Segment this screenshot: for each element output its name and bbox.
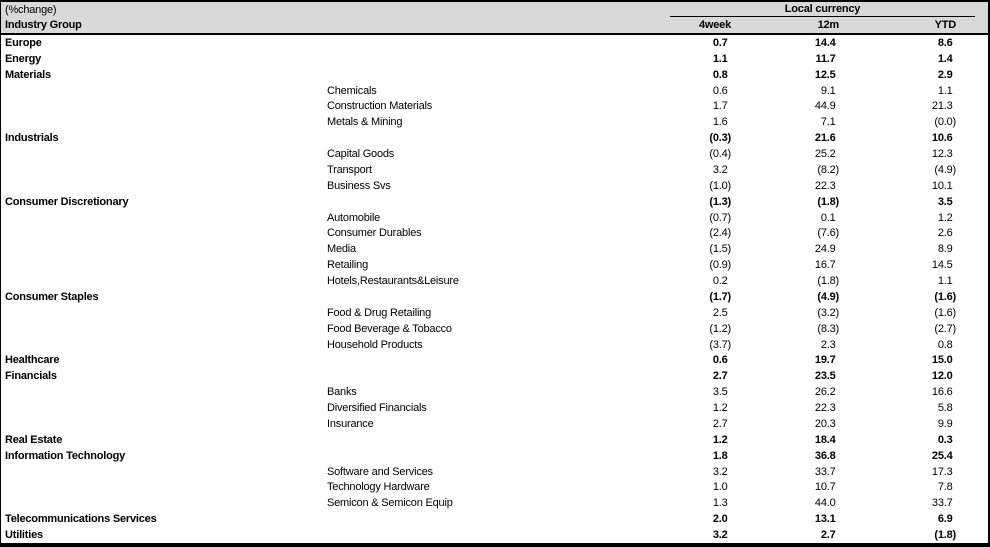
sub-industry-label: Consumer Durables (327, 227, 422, 240)
value-cell: (2.7) (934, 322, 956, 335)
value-cell: 3.2 (712, 529, 728, 542)
table-row (1, 384, 988, 400)
value-cell: (0.0) (934, 116, 956, 129)
table-row (1, 511, 988, 527)
table-row (1, 194, 988, 210)
table-row (1, 51, 988, 67)
table-row (1, 273, 988, 289)
value-cell: 10.1 (931, 179, 953, 192)
value-cell: (1.0) (709, 179, 731, 192)
value-cell: 24.9 (814, 243, 836, 256)
table-row (1, 226, 988, 242)
value-cell: 33.7 (931, 497, 953, 510)
value-cell: 1.6 (712, 116, 728, 129)
value-cell: (4.9) (817, 290, 839, 303)
table-row (1, 114, 988, 130)
local-currency-header: Local currency (670, 2, 975, 17)
value-cell: 6.9 (937, 513, 953, 526)
value-cell: 0.8 (937, 338, 953, 351)
value-cell: (1.8) (817, 275, 839, 288)
table-row (1, 289, 988, 305)
sub-industry-label: Semicon & Semicon Equip (327, 497, 453, 510)
column-header-ytd: YTD (934, 19, 956, 31)
table-row (1, 432, 988, 448)
value-cell: (3.7) (709, 338, 731, 351)
value-cell: 2.7 (820, 529, 836, 542)
value-cell: 12.3 (931, 148, 953, 161)
value-cell: 2.3 (820, 338, 836, 351)
value-cell: 1.4 (937, 52, 953, 65)
value-cell: 0.3 (937, 433, 953, 446)
value-cell: 25.4 (931, 449, 953, 462)
value-cell: 44.9 (814, 100, 836, 113)
value-cell: 12.0 (931, 370, 953, 383)
value-cell: 0.2 (712, 275, 728, 288)
value-cell: 7.1 (820, 116, 836, 129)
value-cell: 0.8 (712, 68, 728, 81)
value-cell: 26.2 (814, 386, 836, 399)
table-body (1, 35, 988, 543)
value-cell: 16.6 (931, 386, 953, 399)
value-cell: 7.8 (937, 481, 953, 494)
value-cell: 14.4 (814, 36, 836, 49)
value-cell: 2.7 (712, 370, 728, 383)
value-cell: (0.3) (709, 132, 731, 145)
value-cell: (4.9) (934, 163, 956, 176)
value-cell: 33.7 (814, 465, 836, 478)
value-cell: (2.4) (709, 227, 731, 240)
header-row-columns (1, 17, 988, 35)
industry-group-header: Industry Group (5, 19, 82, 31)
value-cell: (8.2) (817, 163, 839, 176)
sub-industry-label: Technology Hardware (327, 481, 430, 494)
sub-industry-label: Chemicals (327, 84, 377, 97)
table-row (1, 67, 988, 83)
table-row (1, 448, 988, 464)
value-cell: 2.6 (937, 227, 953, 240)
value-cell: (1.8) (934, 529, 956, 542)
column-header-12m: 12m (817, 19, 839, 31)
sub-industry-label: Insurance (327, 417, 374, 430)
value-cell: 0.1 (820, 211, 836, 224)
value-cell: 1.7 (712, 100, 728, 113)
sub-industry-label: Media (327, 243, 356, 256)
table-row (1, 527, 988, 543)
sub-industry-label: Business Svs (327, 179, 391, 192)
value-cell: 22.3 (814, 179, 836, 192)
value-cell: 10.7 (814, 481, 836, 494)
value-cell: 3.2 (712, 465, 728, 478)
value-cell: (1.6) (934, 290, 956, 303)
value-cell: 21.3 (931, 100, 953, 113)
value-cell: 44.0 (814, 497, 836, 510)
table-row (1, 495, 988, 511)
value-cell: (8.3) (817, 322, 839, 335)
value-cell: (1.6) (934, 306, 956, 319)
value-cell: 3.5 (712, 386, 728, 399)
value-cell: (1.3) (709, 195, 731, 208)
value-cell: 0.7 (712, 36, 728, 49)
value-cell: (1.2) (709, 322, 731, 335)
value-cell: 15.0 (931, 354, 953, 367)
value-cell: 3.5 (937, 195, 953, 208)
value-cell: 1.1 (937, 275, 953, 288)
table-row (1, 464, 988, 480)
value-cell: 10.6 (931, 132, 953, 145)
sub-industry-label: Food & Drug Retailing (327, 306, 432, 319)
value-cell: 25.2 (814, 148, 836, 161)
sub-industry-label: Metals & Mining (327, 116, 403, 129)
value-cell: (0.7) (709, 211, 731, 224)
value-cell: (0.4) (709, 148, 731, 161)
value-cell: 13.1 (814, 513, 836, 526)
industry-group-label: Information Technology (5, 449, 126, 462)
value-cell: (1.5) (709, 243, 731, 256)
value-cell: 2.0 (712, 513, 728, 526)
value-cell: 21.6 (814, 132, 836, 145)
value-cell: 1.2 (712, 402, 728, 415)
industry-group-label: Utilities (5, 529, 43, 542)
value-cell: 1.0 (712, 481, 728, 494)
table-row (1, 321, 988, 337)
industry-group-label: Consumer Staples (5, 290, 99, 303)
percent-change-label: (%change) (5, 3, 57, 16)
sub-industry-label: Diversified Financials (327, 402, 427, 415)
table-header (1, 2, 988, 35)
value-cell: 2.5 (712, 306, 728, 319)
sub-industry-label: Food Beverage & Tobacco (327, 322, 452, 335)
value-cell: 1.2 (712, 433, 728, 446)
table-row (1, 480, 988, 496)
value-cell: 14.5 (931, 259, 953, 272)
value-cell: 12.5 (814, 68, 836, 81)
value-cell: 1.8 (712, 449, 728, 462)
value-cell: 8.6 (937, 36, 953, 49)
value-cell: 2.9 (937, 68, 953, 81)
header-row-currency (1, 2, 988, 17)
value-cell: 18.4 (814, 433, 836, 446)
table-row (1, 305, 988, 321)
value-cell: 1.2 (937, 211, 953, 224)
sub-industry-label: Transport (327, 163, 372, 176)
value-cell: (1.8) (817, 195, 839, 208)
industry-group-label: Consumer Discretionary (5, 195, 129, 208)
table-row (1, 35, 988, 51)
column-header-4week: 4week (698, 19, 731, 31)
value-cell: (0.9) (709, 259, 731, 272)
value-cell: 36.8 (814, 449, 836, 462)
sub-industry-label: Household Products (327, 338, 423, 351)
value-cell: 20.3 (814, 417, 836, 430)
value-cell: 5.8 (937, 402, 953, 415)
table-row (1, 178, 988, 194)
value-cell: 22.3 (814, 402, 836, 415)
value-cell: 19.7 (814, 354, 836, 367)
value-cell: 3.2 (712, 163, 728, 176)
value-cell: 23.5 (814, 370, 836, 383)
sub-industry-label: Banks (327, 386, 357, 399)
industry-group-label: Telecommunications Services (5, 513, 157, 526)
table-row (1, 337, 988, 353)
value-cell: 2.7 (712, 417, 728, 430)
table-row (1, 368, 988, 384)
sub-industry-label: Construction Materials (327, 100, 433, 113)
value-cell: 9.9 (937, 417, 953, 430)
value-cell: 16.7 (814, 259, 836, 272)
industry-group-label: Financials (5, 370, 57, 383)
value-cell: (1.7) (709, 290, 731, 303)
table-row (1, 83, 988, 99)
value-cell: 1.1 (937, 84, 953, 97)
industry-group-label: Europe (5, 36, 42, 49)
value-cell: 1.1 (712, 52, 728, 65)
industry-group-label: Materials (5, 68, 51, 81)
sub-industry-label: Retailing (327, 259, 369, 272)
value-cell: 1.3 (712, 497, 728, 510)
table-row (1, 353, 988, 369)
industry-group-label: Energy (5, 52, 42, 65)
table-row (1, 416, 988, 432)
value-cell: 0.6 (712, 354, 728, 367)
sub-industry-label: Hotels,Restaurants&Leisure (327, 275, 459, 288)
value-cell: 17.3 (931, 465, 953, 478)
value-cell: (3.2) (817, 306, 839, 319)
industry-group-label: Real Estate (5, 433, 63, 446)
table-row (1, 241, 988, 257)
table-row (1, 210, 988, 226)
sub-industry-label: Capital Goods (327, 148, 395, 161)
table-row (1, 400, 988, 416)
value-cell: 9.1 (820, 84, 836, 97)
table-row (1, 99, 988, 115)
table-row (1, 257, 988, 273)
value-cell: (7.6) (817, 227, 839, 240)
value-cell: 8.9 (937, 243, 953, 256)
table-row (1, 162, 988, 178)
table-row (1, 130, 988, 146)
sub-industry-label: Automobile (327, 211, 381, 224)
industry-group-label: Healthcare (5, 354, 60, 367)
industry-group-label: Industrials (5, 132, 59, 145)
value-cell: 0.6 (712, 84, 728, 97)
value-cell: 11.7 (815, 52, 836, 65)
table-row (1, 146, 988, 162)
sub-industry-label: Software and Services (327, 465, 433, 478)
